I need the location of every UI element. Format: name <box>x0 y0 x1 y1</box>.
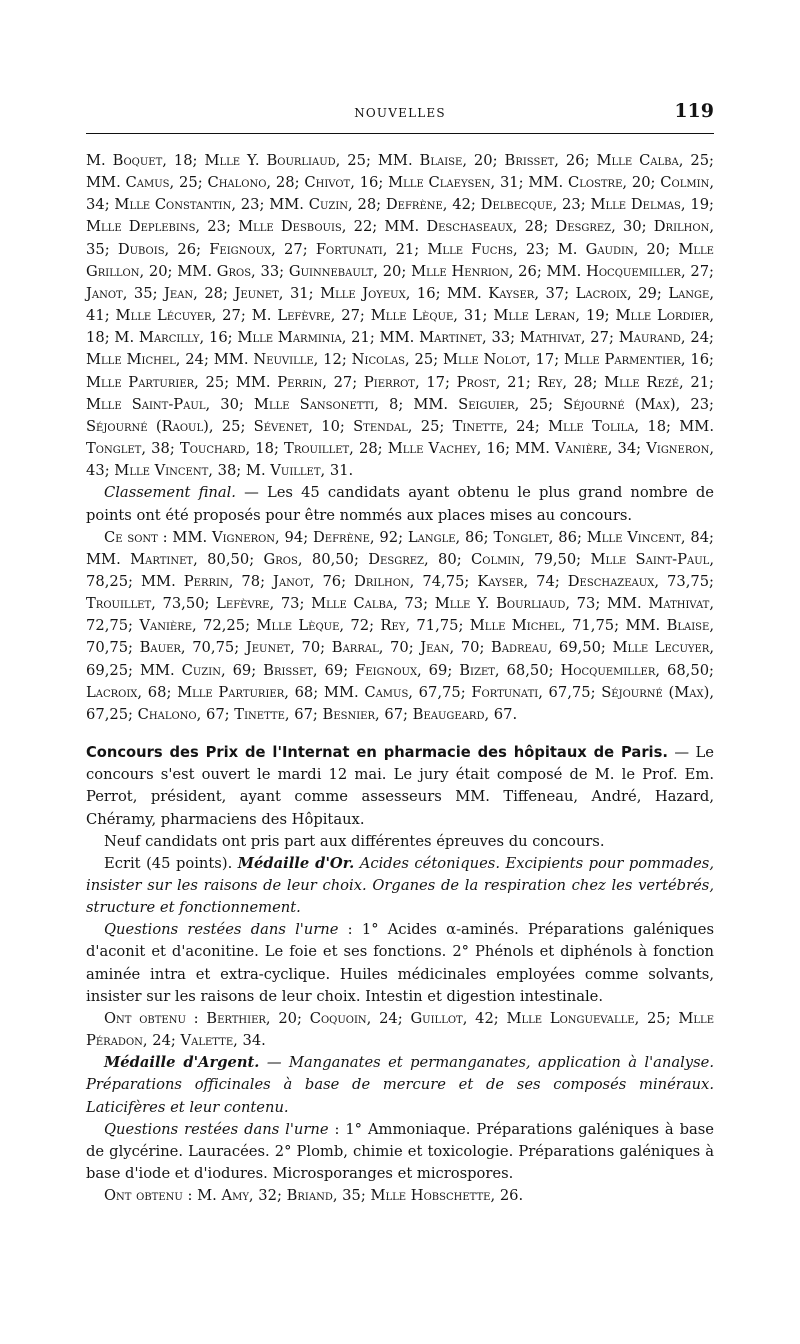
running-title: NOUVELLES <box>354 106 446 120</box>
silver-medal-paragraph <box>86 1052 714 1118</box>
remaining-questions-label: Questions restées dans l'urne <box>104 1120 329 1138</box>
section-heading: Concours des Prix de l'Internat en pharmacie des hôpitaux de Paris. <box>86 744 668 762</box>
ranking-list-paragraph: Ce sont : MM. Vigneron, 94; Defrène, 92; Langle, 86; Tonglet, 86; Mlle Vincent, 84; MM. Martinet, 80,50; Gros, 80,50; Desgrez, 80; Colmin, 79,50; Mlle Saint-Paul, 78,25; MM. Perrin, 78; Janot, 76; Drilhon, 74,75; Kayser, 74; Deschazeaux, 73,75; Trouillet, 73,50; Lefèvre, 73; Mlle Calba, 73; Mlle Y. Bourliaud, 73; MM. Mathivat, 72,75; Vanière, 72,25; Mlle Lèque, 72; Rey, 71,75; Mlle Michel, 71,75; MM. Blaise, 70,75; Bauer, 70,75; Jeunet, 70; Barral, 70; Jean, 70; Badreau, 69,50; Mlle Lecuyer, 69,25; MM. Cuzin, 69; Brisset, 69; Feignoux, 69; Bizet, 68,50; Hocquemiller, 68,50; Lacroix, 68; Mlle Parturier, 68; MM. Camus, 67,75; Fortunati, 67,75; Séjourné (Max), 67,25; Chalono, 67; Tinette, 67; Besnier, 67; Beaugeard, 67. <box>86 528 714 723</box>
silver-medal-topics: — Manganates et permanganates, application à l'analyse. Préparations officinales à base de mercure et de ses composés minéraux. Laticifères et leur contenu. <box>86 1054 714 1116</box>
remaining-questions-silver <box>86 1119 714 1185</box>
silver-medal-label: Médaille d'Argent. <box>104 1054 260 1072</box>
gold-results-paragraph: Ont obtenu : Berthier, 20; Coquoin, 24; Guillot, 42; Mlle Longuevalle, 25; Mlle Péradon, 24; Valette, 34. <box>86 1009 714 1050</box>
gold-medal-topics: Acides cétoniques. Excipients pour pommades, insister sur les raisons de leur choix. Organes de la respiration chez les vertébrés, structure et fonctionnement. <box>86 854 714 917</box>
final-ranking-label: Classement final. <box>104 484 236 502</box>
candidates-paragraph: Neuf candidats ont pris part aux différentes épreuves du concours. <box>104 832 605 850</box>
final-ranking-text: — Les 45 candidats ayant obtenu le plus grand nombre de points ont été proposés pour être nommés aux places mises au concours. <box>86 484 714 524</box>
gold-medal-label: Médaille d'Or. <box>237 854 355 872</box>
gold-medal-paragraph <box>86 853 714 919</box>
page-number: 119 <box>674 100 714 122</box>
internat-announcement-paragraph <box>86 742 714 831</box>
header-rule <box>86 133 714 134</box>
written-exam-label: Ecrit (45 points). <box>104 854 233 872</box>
page-header <box>86 100 714 130</box>
results-list-paragraph: M. Boquet, 18; Mlle Y. Bourliaud, 25; MM. Blaise, 20; Brisset, 26; Mlle Calba, 25; MM. Camus, 25; Chalono, 28; Chivot, 16; Mlle Claeysen, 31; MM. Clostre, 20; Colmin, 34; Mlle Constantin, 23; MM. Cuzin, 28; Defrène, 42; Delbecque, 23; Mlle Delmas, 19; Mlle Deplebins, 23; Mlle Desbouis, 22; MM. Deschaseaux, 28; Desgrez, 30; Drilhon, 35; Dubois, 26; Feignoux, 27; Fortunati, 21; Mlle Fuchs, 23; M. Gaudin, 20; Mlle Grillon, 20; MM. Gros, 33; Guinnebault, 20; Mlle Henrion, 26; MM. Hocquemiller, 27; Janot, 35; Jean, 28; Jeunet, 31; Mlle Joyeux, 16; MM. Kayser, 37; Lacroix, 29; Lange, 41; Mlle Lécuyer, 27; M. Lefèvre, 27; Mlle Lèque, 31; Mlle Leran, 19; Mlle Lordier, 18; M. Marcilly, 16; Mlle Marminia, 21; MM. Martinet, 33; Mathivat, 27; Maurand, 24; Mlle Michel, 24; MM. Neuville, 12; Nicolas, 25; Mlle Nolot, 17; Mlle Parmentier, 16; Mlle Parturier, 25; MM. Perrin, 27; Pierrot, 17; Prost, 21; Rey, 28; Mlle Rezé, 21; Mlle Saint-Paul, 30; Mlle Sansonetti, 8; MM. Seiguier, 25; Séjourné (Max), 23; Séjourné (Raoul), 25; Sévenet, 10; Stendal, 25; Tinette, 24; Mlle Tolila, 18; MM. Tonglet, 38; Touchard, 18; Trouillet, 28; Mlle Vachey, 16; MM. Vanière, 34; Vigneron, 43; Mlle Vincent, 38; M. Vuillet, 31. <box>86 152 714 480</box>
silver-results-paragraph: Ont obtenu : M. Amy, 32; Briand, 35; Mlle Hobschette, 26. <box>104 1187 524 1205</box>
section-gap <box>86 726 714 742</box>
remaining-questions-gold <box>86 919 714 1008</box>
article-body <box>86 150 714 1207</box>
jury-text: — Le concours s'est ouvert le mardi 12 mai. Le jury était composé de M. le Prof. Em. Perrot, président, ayant comme assesseurs MM. Tiffeneau, André, Hazard, Chéramy, pharmaciens des Hôpitaux. <box>86 744 714 828</box>
remaining-questions-label: Questions restées dans l'urne <box>104 921 339 939</box>
remaining-questions-text: : 1° Ammoniaque. Préparations galéniques à base de glycérine. Lauracées. 2° Plomb, chimie et toxicologie. Préparations galéniques à base d'iode et d'iodures. Microsporanges et microspores. <box>86 1120 714 1183</box>
remaining-questions-text: : 1° Acides α-aminés. Préparations galéniques d'aconit et d'aconitine. Le foie et ses fonctions. 2° Phénols et diphénols à fonction aminée intra et extra-cyclique. Huiles médicinales employées comme solvants, insister sur les raisons de leur choix. Intestin et digestion intestinale. <box>86 921 714 1005</box>
final-ranking-paragraph <box>86 482 714 526</box>
